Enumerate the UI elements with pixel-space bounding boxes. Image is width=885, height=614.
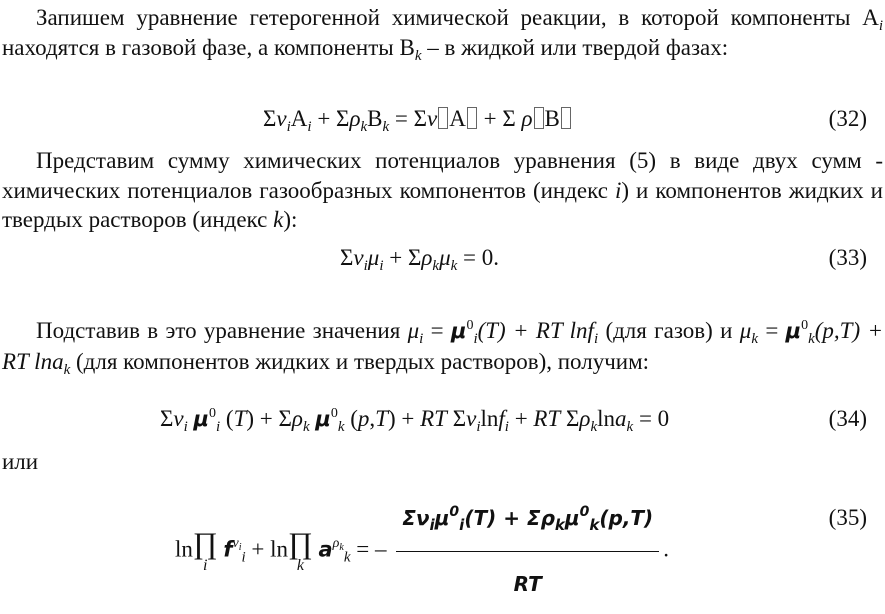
equation-33-number: (33) [828,245,867,270]
fraction-denominator: RT [513,572,542,596]
equation-32-number: (32) [828,106,867,131]
paragraph-intro-text: Запишем уравнение гетерогенной химической реакции, в которой компоненты A [36,5,879,30]
subscript-k: k [414,47,422,64]
equation-32: $\Sigma\nu_iA_i + \Sigma\rho_kB_k = \Sigma\nu$ A + Σ ρ B [263,104,572,134]
paragraph-potentials-text-3: ): [283,207,298,232]
index-k: k [273,207,284,232]
index-i: i [614,177,622,203]
product-i: ∏ i [192,527,218,574]
paragraph-intro-text-3: – в жидкой или твердой фазах: [421,34,729,60]
paragraph-potentials-text: Представим сумму химических потенциалов уравнения (5) в виде двух сумм - химических потенциалов газообразных компонентов (индекс [2,148,883,203]
equation-34: $\Sigma\nu_i$ $\mu^0_i$ $(T) + \Sigma\rho_k$ $\mu^0_k$ (p,T) + RT $\Sigma\nu_i\ln f_i$ + RT $\Sigma\rho_k\ln a_k = 0$ [160,406,670,435]
or-text: или [2,449,39,474]
paragraph-intro [2,3,883,62]
paragraph-substitution-text-2: (T) + RT lnf [477,318,594,343]
paragraph-substitution: Подставив в это уравнение значения $\mu_i = \mu^0_i(T)$ + RT lnf$_i$ (для газов) и $\mu_k = \mu^0_k(p,T)$ + RT lna$_k$ (для компонентов жидких и твердых растворов), получим: [2,318,883,378]
paragraph-substitution-text: Подставив в это уравнение значения [36,318,408,343]
fraction-numerator: $\Sigma\nu_i\mu^0_i(T) + \Sigma\rho_k\mu^0_k(p,T)$ [396,488,659,552]
paragraph-substitution-text-3: (для газов) и [598,318,740,343]
paragraph-potentials [2,146,883,235]
equation-35-number: (35) [828,505,867,530]
fraction [396,488,659,614]
paragraph-intro-text-2: находятся в газовой фазе, а компоненты B [2,34,415,60]
subscript-i: i [878,18,883,34]
paragraph-substitution-text-4: (p,T) + RT lna [2,318,883,374]
equation-35: ln ∏ i $f^{\nu_i}_i + \ln$ ∏ k $a^{\rho_k}_k$ = – $\frac{\Sigma\nu_i\mu^0_i(T) + \Sigma\rho_k\mu^0_k(p,T)}{RT}$ . [175,488,669,614]
paragraph-substitution-text-5: (для компонентов жидких и твердых растворов), получим: [70,348,650,374]
equation-33: $\Sigma\nu_i\mu_i + \Sigma\rho_k\mu_k = 0$. [340,245,500,274]
paragraph-potentials-text-2: ) и компонентов жидких и твердых растворов (индекс [2,177,883,232]
equation-34-number: (34) [828,406,867,431]
product-k: ∏ k [288,527,313,574]
